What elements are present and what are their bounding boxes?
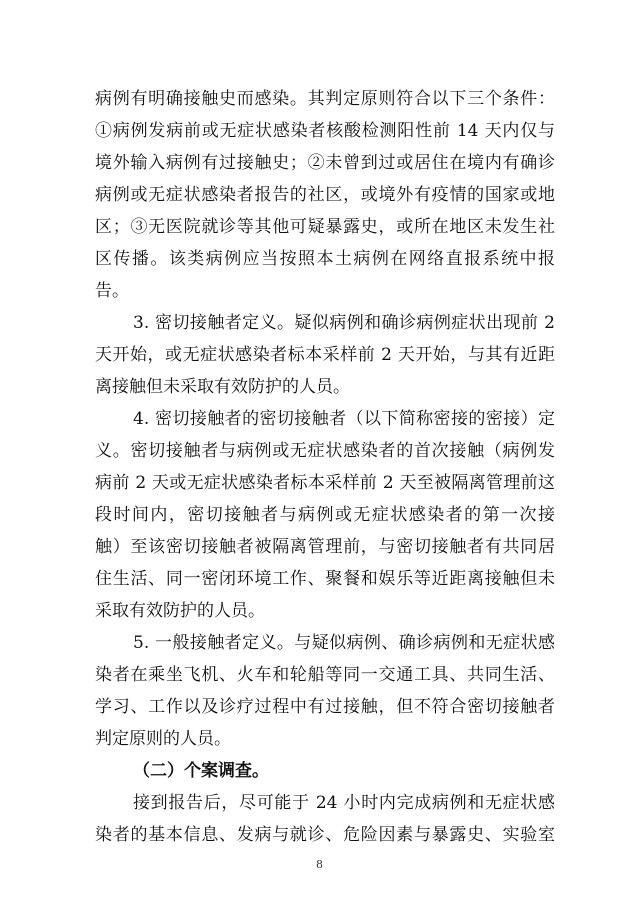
text-line: 住生活、同一密闭环境工作、聚餐和娱乐等近距离接触但未 xyxy=(95,569,555,589)
text-line: 5. 一般接触者定义。与疑似病例、确诊病例和无症状感 xyxy=(133,633,555,653)
page-number: 8 xyxy=(316,858,323,871)
text-line: 触）至该密切接触者被隔离管理前，与密切接触者有共同居 xyxy=(95,537,555,557)
text-line: 染者在乘坐飞机、火车和轮船等同一交通工具、共同生活、 xyxy=(95,665,555,685)
text-line: 病例有明确接触史而感染。其判定原则符合以下三个条件： xyxy=(95,89,555,109)
text-line: 义。密切接触者与病例或无症状感染者的首次接触（病例发 xyxy=(95,441,555,461)
text-line: 病例或无症状感染者报告的社区，或境外有疫情的国家或地 xyxy=(95,185,555,205)
text-line: 3. 密切接触者定义。疑似病例和确诊病例症状出现前 2 xyxy=(133,313,555,333)
text-line: 区传播。该类病例应当按照本土病例在网络直报系统中报 xyxy=(95,249,555,269)
text-line: 境外输入病例有过接触史；②未曾到过或居住在境内有确诊 xyxy=(95,153,555,173)
section-heading: （二）个案调查。 xyxy=(133,761,269,781)
text-line: ①病例发病前或无症状感染者核酸检测阳性前 14 天内仅与 xyxy=(95,121,555,141)
text-line: 采取有效防护的人员。 xyxy=(95,601,265,621)
text-line: 告。 xyxy=(95,281,129,301)
text-line: 判定原则的人员。 xyxy=(95,729,231,749)
text-line: 病前 2 天或无症状感染者标本采样前 2 天至被隔离管理前这 xyxy=(95,473,555,493)
text-line: 离接触但未采取有效防护的人员。 xyxy=(95,377,350,397)
text-line: 段时间内，密切接触者与病例或无症状感染者的第一次接 xyxy=(95,505,555,525)
text-line: 4. 密切接触者的密切接触者（以下简称密接的密接）定 xyxy=(133,409,555,429)
text-line: 染者的基本信息、发病与就诊、危险因素与暴露史、实验室 xyxy=(95,825,555,845)
text-line: 接到报告后，尽可能于 24 小时内完成病例和无症状感 xyxy=(133,793,555,813)
text-line: 学习、工作以及诊疗过程中有过接触，但不符合密切接触者 xyxy=(95,697,555,717)
text-line: 天开始，或无症状感染者标本采样前 2 天开始，与其有近距 xyxy=(95,345,555,365)
text-line: 区；③无医院就诊等其他可疑暴露史，或所在地区未发生社 xyxy=(95,217,555,237)
